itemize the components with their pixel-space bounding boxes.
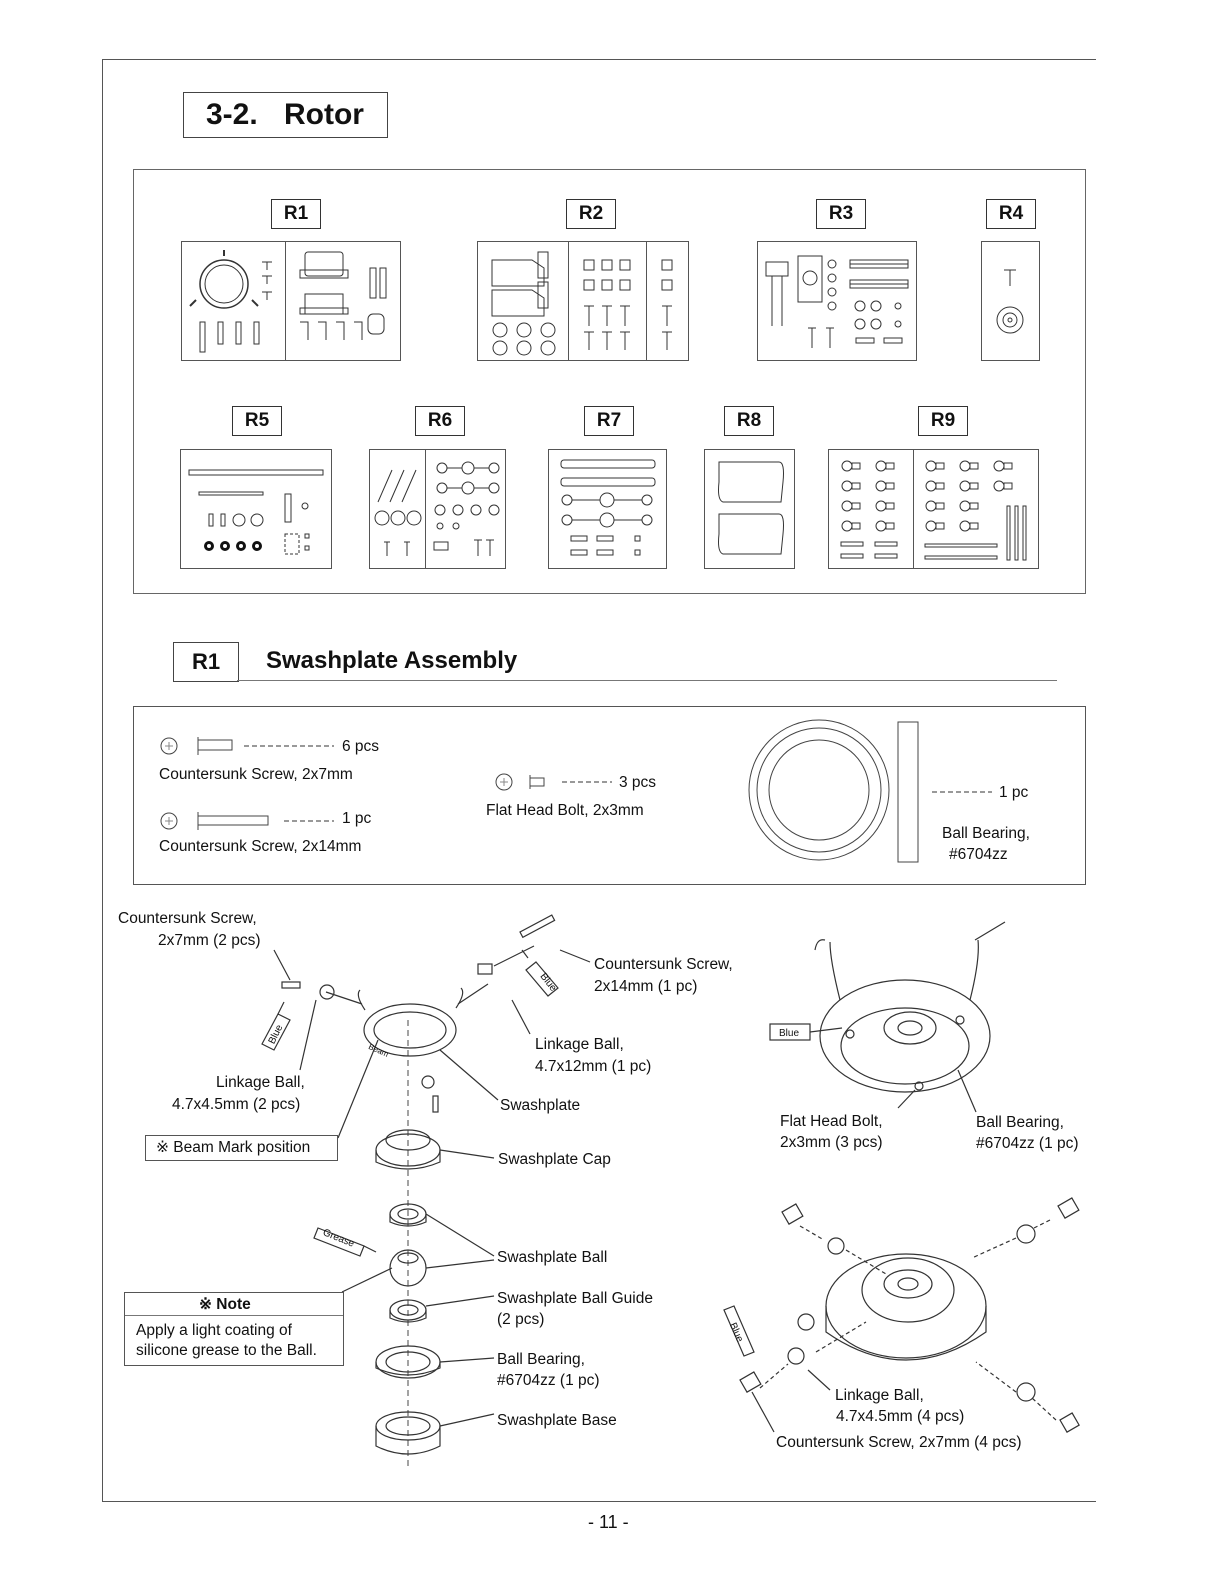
step-code: R1 <box>192 649 221 674</box>
callout-rb-line1: Ball Bearing, <box>976 1114 1064 1131</box>
callout-swash-cap: Swashplate Cap <box>498 1151 611 1168</box>
callout-lb12-line1: Linkage Ball, <box>535 1036 624 1053</box>
note-line2: silicone grease to the Ball. <box>136 1342 317 1359</box>
kit-tag-r9: R9 <box>918 406 968 436</box>
kit-tag-r7: R7 <box>584 406 634 436</box>
beam-engraving-label: Beam <box>367 1042 390 1059</box>
part-qty-3: 1 pc <box>999 784 1029 801</box>
grease-tube-label: Grease <box>321 1227 356 1250</box>
part-name2-3: #6704zz <box>949 846 1008 863</box>
callout-cs-2x14-line1: Countersunk Screw, <box>594 956 733 973</box>
callout-swash-ball: Swashplate Ball <box>497 1249 608 1266</box>
kit-tag-r4: R4 <box>986 199 1036 229</box>
kit-tag-r3: R3 <box>816 199 866 229</box>
beam-mark-box <box>145 1135 338 1161</box>
part-name-3: Ball Bearing, <box>942 825 1030 842</box>
note-box <box>124 1292 344 1366</box>
callout-cs-2x7-line1: Countersunk Screw, <box>118 910 257 927</box>
beam-mark-label: ※ Beam Mark position <box>156 1139 311 1156</box>
note-line1: Apply a light coating of <box>136 1322 292 1339</box>
callout-swash-base: Swashplate Base <box>497 1412 617 1429</box>
callout-cs-2x7-line2: 2x7mm (2 pcs) <box>158 932 261 949</box>
kit-tag-r6: R6 <box>415 406 465 436</box>
callout-lb4-line1: Linkage Ball, <box>835 1387 924 1404</box>
step-title: Swashplate Assembly <box>266 647 518 674</box>
section-title: Rotor <box>284 98 364 131</box>
kit-tag-r8: R8 <box>724 406 774 436</box>
blue-tube-label-2: Blue <box>537 971 559 994</box>
callout-lb45-line1: Linkage Ball, <box>216 1074 305 1091</box>
callout-ball-guide-line1: Swashplate Ball Guide <box>497 1290 653 1307</box>
part-name-2: Flat Head Bolt, 2x3mm <box>486 802 644 819</box>
part-name-0: Countersunk Screw, 2x7mm <box>159 766 353 783</box>
callout-lb4-line2: 4.7x4.5mm (4 pcs) <box>836 1408 965 1425</box>
callout-lb12-line2: 4.7x12mm (1 pc) <box>535 1058 652 1075</box>
page-number: - 11 - <box>588 1512 629 1532</box>
blue-tube-label-1: Blue <box>266 1023 286 1046</box>
callout-fhb-line2: 2x3mm (3 pcs) <box>780 1134 883 1151</box>
part-name-1: Countersunk Screw, 2x14mm <box>159 838 362 855</box>
blue-tube-label-3: Blue <box>779 1028 800 1039</box>
callout-ball-guide-line2: (2 pcs) <box>497 1311 545 1328</box>
kit-tag-r1: R1 <box>271 199 321 229</box>
callout-bearing-line2: #6704zz (1 pc) <box>497 1372 600 1389</box>
callout-swashplate: Swashplate <box>500 1097 581 1114</box>
kit-tag-r2: R2 <box>566 199 616 229</box>
callout-cs-2x14-line2: 2x14mm (1 pc) <box>594 978 698 995</box>
part-qty-2: 3 pcs <box>619 774 657 791</box>
callout-rb-line2: #6704zz (1 pc) <box>976 1135 1079 1152</box>
part-qty-0: 6 pcs <box>342 738 380 755</box>
callout-lb45-line2: 4.7x4.5mm (2 pcs) <box>172 1096 301 1113</box>
callout-bearing-line1: Ball Bearing, <box>497 1351 585 1368</box>
part-qty-1: 1 pc <box>342 810 372 827</box>
callout-cs4: Countersunk Screw, 2x7mm (4 pcs) <box>776 1434 1022 1451</box>
kit-tag-r5: R5 <box>232 406 282 436</box>
note-title: ※ Note <box>199 1296 251 1313</box>
blue-tube-label-4: Blue <box>726 1321 746 1344</box>
callout-fhb-line1: Flat Head Bolt, <box>780 1113 883 1130</box>
section-number: 3-2. <box>206 98 258 131</box>
